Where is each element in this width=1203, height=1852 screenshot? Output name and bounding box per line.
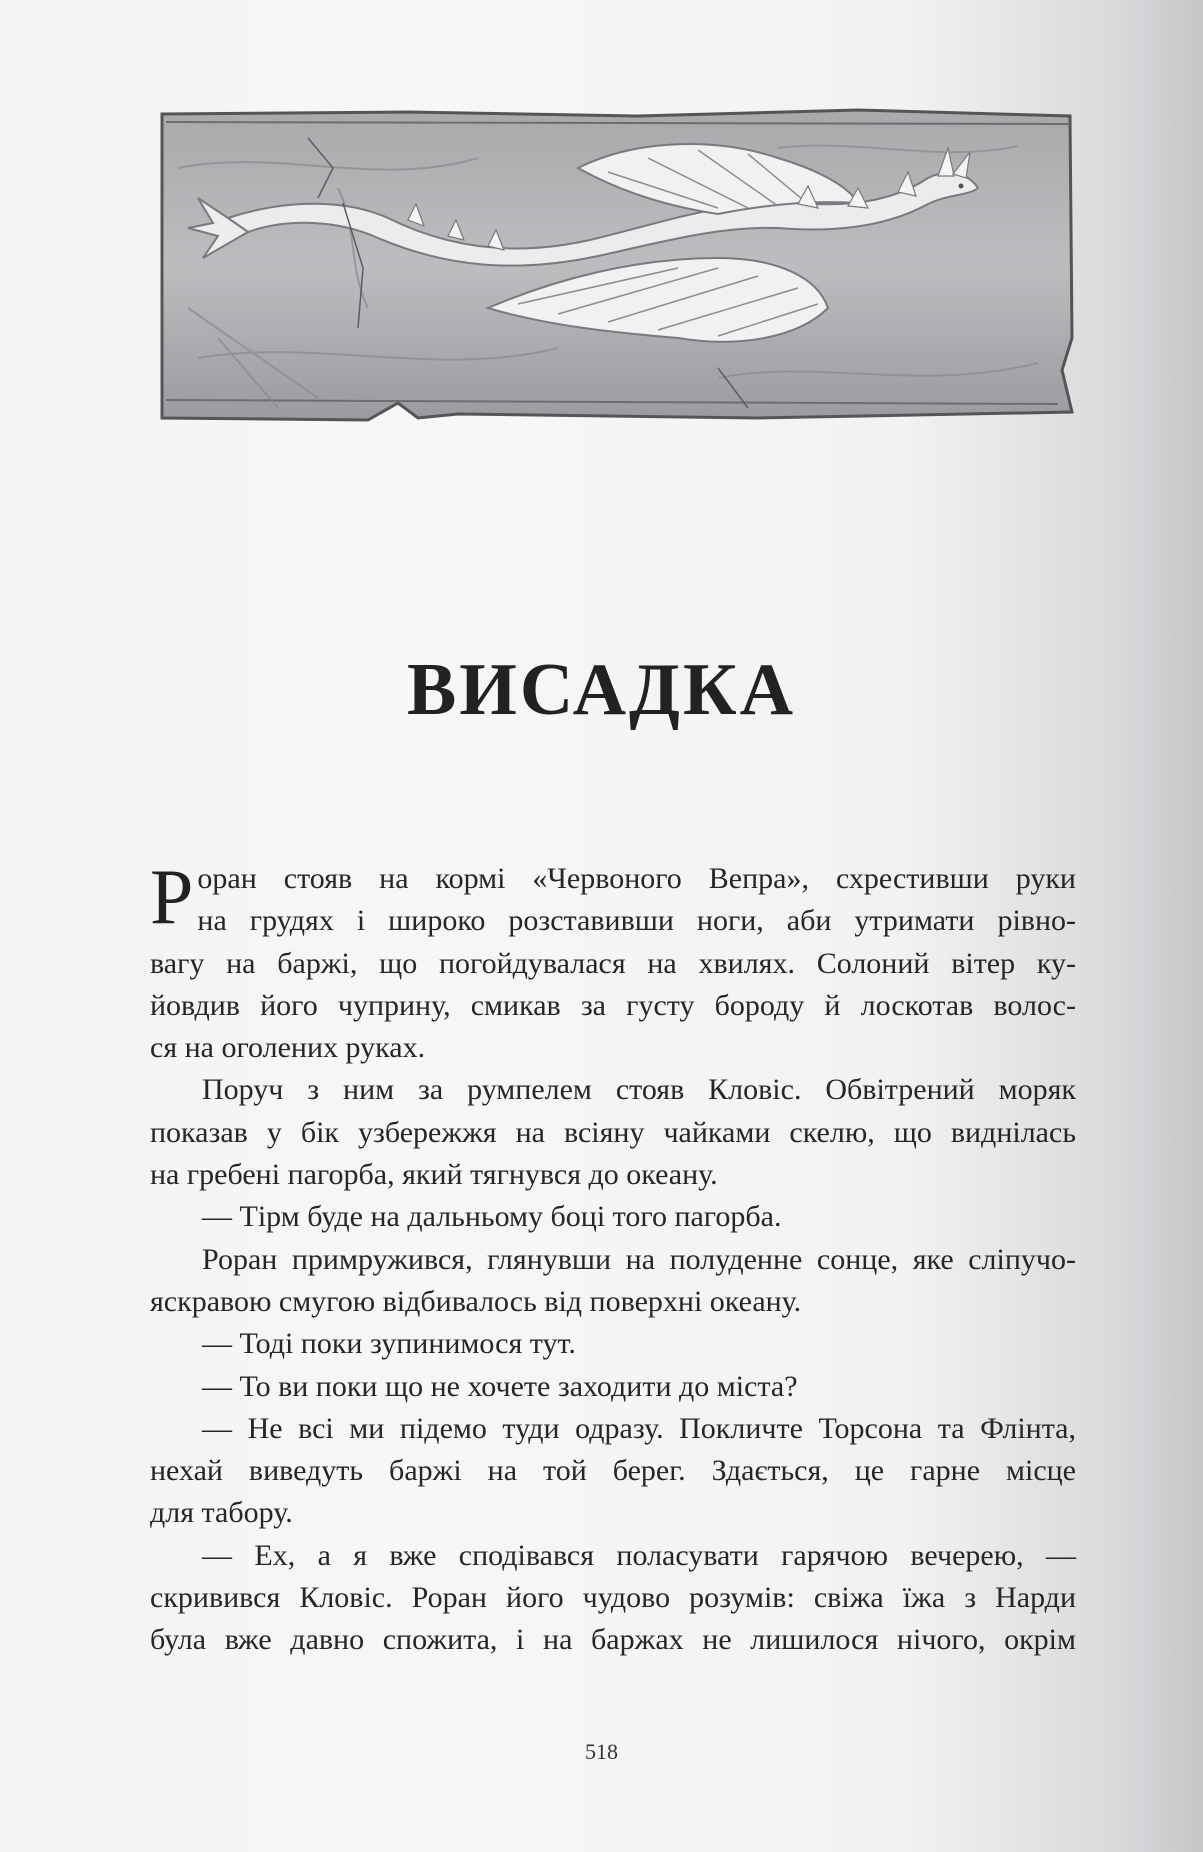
text-line: на гребені пагорба, який тягнувся до океану.: [150, 1158, 718, 1192]
paragraph-4: [150, 1239, 1076, 1324]
text-line: Поруч з ним за румпелем стояв Кловіс. Обвітрений моряк: [202, 1073, 1076, 1107]
text-line: — Тоді поки зупинимося тут.: [202, 1327, 576, 1361]
paragraph-2: [150, 1069, 1076, 1196]
text-line: була вже давно спожита, і на баржах не лишилося нічого, окрім: [150, 1623, 1076, 1657]
text-line: йовдив його чуприну, смикав за густу бороду й лоскотав волос-: [150, 988, 1076, 1022]
text-line: вагу на баржі, що погойдувалася на хвилях. Солоний вітер ку-: [150, 946, 1076, 980]
text-line: на грудях і широко розставивши ноги, аби утримати рівно-: [197, 904, 1076, 938]
text-line: показав у бік узбережжя на всіяну чайками скелю, що виднілась: [150, 1115, 1076, 1149]
text-line: — То ви поки що не хочете заходити до міста?: [202, 1369, 798, 1403]
text-line: — Тірм буде на дальньому боці того пагорба.: [202, 1200, 782, 1234]
dragon-illustration-svg: [158, 108, 1078, 423]
text-line: яскравою смугою відбивалось від поверхні океану.: [150, 1284, 802, 1318]
paragraph-5: [150, 1323, 1076, 1365]
text-line: ся на оголених руках.: [150, 1031, 426, 1065]
paragraph-7: [150, 1408, 1076, 1535]
chapter-title: ВИСАДКА: [406, 648, 797, 731]
text-line: — Ех, а я вже сподівався поласувати гарячою вечерею, —: [202, 1538, 1076, 1572]
text-line: скривився Кловіс. Роран його чудово розумів: свіжа їжа з Нарди: [150, 1581, 1076, 1615]
page-number: 518: [585, 1739, 618, 1764]
paragraph-1: [150, 853, 1076, 1069]
text-line: оран стояв на кормі «Червоного Вепра», схрестивши руки: [197, 862, 1076, 895]
paragraph-8: [150, 1535, 1076, 1662]
paragraph-6: [150, 1366, 1076, 1408]
text-line: — Не всі ми підемо туди одразу. Покличте Торсона та Флінта,: [202, 1411, 1076, 1445]
text-line: нехай виведуть баржі на той берег. Здається, це гарне місце: [150, 1454, 1076, 1488]
paragraph-3: [150, 1196, 1076, 1238]
dragon-illustration: [158, 108, 1078, 423]
body-text: [150, 853, 1076, 1662]
drop-cap: Р: [150, 853, 194, 940]
text-line: Роран примружився, глянувши на полуденне сонце, яке сліпучо-: [202, 1242, 1076, 1276]
text-line: для табору.: [150, 1496, 293, 1530]
